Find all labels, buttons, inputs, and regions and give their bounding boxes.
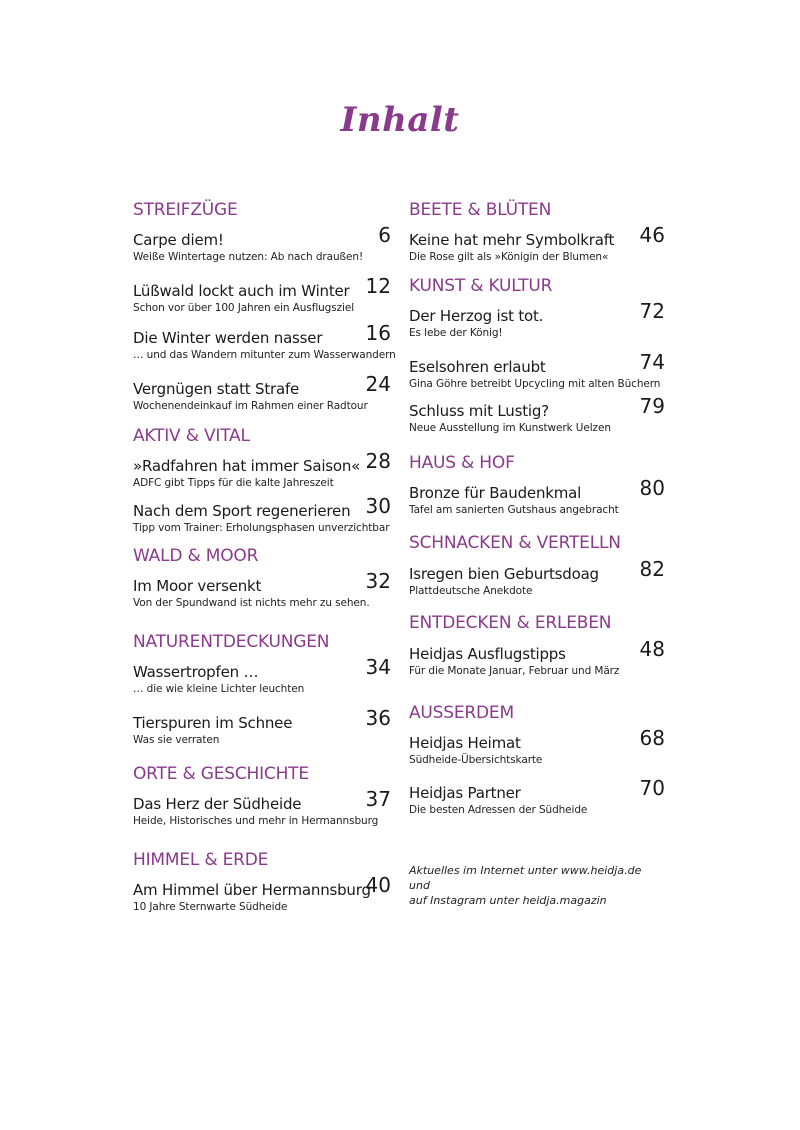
- entry-page: 6: [378, 223, 391, 247]
- section-heading: AKTIV & VITAL: [133, 426, 250, 446]
- entry-subtitle: Die Rose gilt als »Königin der Blumen«: [409, 251, 609, 263]
- entry-subtitle: … die wie kleine Lichter leuchten: [133, 683, 305, 695]
- entry-title: Tierspuren im Schnee: [133, 714, 293, 732]
- toc-entry[interactable]: [133, 223, 391, 263]
- entry-page: 40: [365, 873, 391, 897]
- entry-page: 46: [639, 223, 665, 247]
- entry-title: Das Herz der Südheide: [133, 795, 302, 813]
- entry-title: Bronze für Baudenkmal: [409, 484, 582, 502]
- toc-entry[interactable]: [133, 321, 396, 361]
- online-note: [409, 863, 665, 908]
- entry-subtitle: Tafel am sanierten Gutshaus angebracht: [409, 504, 619, 516]
- entry-title: Vergnügen statt Strafe: [133, 380, 300, 398]
- entry-subtitle: Tipp vom Trainer: Erholungsphasen unverzichtbar: [133, 522, 390, 534]
- entry-subtitle: Es lebe der König!: [409, 327, 503, 339]
- toc-entry[interactable]: [133, 873, 391, 913]
- toc-entry[interactable]: [133, 569, 391, 609]
- toc-entry[interactable]: [133, 274, 391, 314]
- section-heading: KUNST & KULTUR: [409, 276, 553, 296]
- toc-entry[interactable]: [409, 557, 665, 597]
- entry-title: Heidjas Heimat: [409, 734, 521, 752]
- section-heading: HAUS & HOF: [409, 453, 515, 473]
- entry-subtitle: Für die Monate Januar, Februar und März: [409, 665, 620, 677]
- entry-title: »Radfahren hat immer Saison«: [133, 457, 361, 475]
- entry-title: Lüßwald lockt auch im Winter: [133, 282, 350, 300]
- entry-page: 79: [639, 394, 665, 418]
- section-heading: AUSSERDEM: [409, 703, 514, 723]
- entry-subtitle: Plattdeutsche Anekdote: [409, 585, 533, 597]
- section-heading: NATURENTDECKUNGEN: [133, 632, 330, 652]
- entry-subtitle: Was sie verraten: [133, 734, 220, 746]
- entry-title: Keine hat mehr Symbolkraft: [409, 231, 615, 249]
- toc-entry[interactable]: [409, 394, 665, 434]
- section-heading: STREIFZÜGE: [133, 200, 238, 220]
- entry-page: 24: [365, 372, 391, 396]
- entry-page: 34: [365, 655, 391, 679]
- entry-title: Carpe diem!: [133, 231, 224, 249]
- entry-page: 12: [365, 274, 391, 298]
- toc-entry[interactable]: [133, 449, 391, 489]
- toc-entry[interactable]: [409, 776, 665, 816]
- entry-subtitle: Weiße Wintertage nutzen: Ab nach draußen!: [133, 251, 364, 263]
- toc-entry[interactable]: [133, 706, 391, 746]
- section-heading: SCHNACKEN & VERTELLN: [409, 533, 621, 553]
- entry-subtitle: Wochenendeinkauf im Rahmen einer Radtour: [133, 400, 368, 412]
- entry-subtitle: … und das Wandern mitunter zum Wasserwandern: [133, 349, 396, 361]
- entry-title: Der Herzog ist tot.: [409, 307, 544, 325]
- entry-page: 32: [365, 569, 391, 593]
- entry-title: Heidjas Partner: [409, 784, 521, 802]
- entry-page: 36: [365, 706, 391, 730]
- entry-title: Im Moor versenkt: [133, 577, 262, 595]
- toc-entry[interactable]: [133, 655, 391, 695]
- entry-page: 16: [365, 321, 391, 345]
- toc-entry[interactable]: [133, 372, 391, 412]
- page-title: Inhalt: [340, 100, 460, 140]
- section-heading: ENTDECKEN & ERLEBEN: [409, 613, 612, 633]
- entry-page: 80: [639, 476, 665, 500]
- entry-subtitle: Von der Spundwand ist nichts mehr zu sehen.: [133, 597, 370, 609]
- entry-subtitle: 10 Jahre Sternwarte Südheide: [133, 901, 288, 913]
- online-note-line: auf Instagram unter heidja.magazin: [409, 894, 607, 907]
- section-heading: WALD & MOOR: [133, 546, 259, 566]
- entry-page: 70: [639, 776, 665, 800]
- entry-page: 30: [365, 494, 391, 518]
- entry-subtitle: Gina Göhre betreibt Upcycling mit alten Büchern: [409, 378, 661, 390]
- entry-page: 68: [639, 726, 665, 750]
- toc-entry[interactable]: [409, 637, 665, 677]
- section-heading: HIMMEL & ERDE: [133, 850, 269, 870]
- entry-page: 74: [639, 350, 665, 374]
- entry-page: 82: [639, 557, 665, 581]
- entry-page: 37: [365, 787, 391, 811]
- entry-page: 28: [365, 449, 391, 473]
- entry-title: Nach dem Sport regenerieren: [133, 502, 351, 520]
- section-heading: BEETE & BLÜTEN: [409, 200, 552, 220]
- toc-entry[interactable]: [409, 223, 665, 263]
- toc-entry[interactable]: [409, 476, 665, 516]
- entry-subtitle: Heide, Historisches und mehr in Hermannsburg: [133, 815, 379, 827]
- entry-page: 72: [639, 299, 665, 323]
- toc-entry[interactable]: [409, 350, 665, 390]
- entry-title: Eselsohren erlaubt: [409, 358, 546, 376]
- entry-title: Schluss mit Lustig?: [409, 402, 549, 420]
- entry-subtitle: ADFC gibt Tipps für die kalte Jahreszeit: [133, 477, 334, 489]
- section-heading: ORTE & GESCHICHTE: [133, 764, 309, 784]
- entry-title: Die Winter werden nasser: [133, 329, 323, 347]
- toc-entry[interactable]: [133, 494, 391, 534]
- entry-page: 48: [639, 637, 665, 661]
- entry-title: Am Himmel über Hermannsburg: [133, 881, 371, 899]
- entry-subtitle: Südheide-Übersichtskarte: [409, 754, 543, 766]
- entry-title: Wassertropfen …: [133, 663, 259, 681]
- entry-title: Isregen bien Geburtsdoag: [409, 565, 599, 583]
- entry-subtitle: Die besten Adressen der Südheide: [409, 804, 588, 816]
- toc-entry[interactable]: [409, 726, 665, 766]
- online-note-line: Aktuelles im Internet unter www.heidja.de und: [409, 864, 642, 892]
- entry-subtitle: Schon vor über 100 Jahren ein Ausflugsziel: [133, 302, 355, 314]
- entry-title: Heidjas Ausflugstipps: [409, 645, 566, 663]
- toc-entry[interactable]: [409, 299, 665, 339]
- entry-subtitle: Neue Ausstellung im Kunstwerk Uelzen: [409, 422, 611, 434]
- toc-entry[interactable]: [133, 787, 391, 827]
